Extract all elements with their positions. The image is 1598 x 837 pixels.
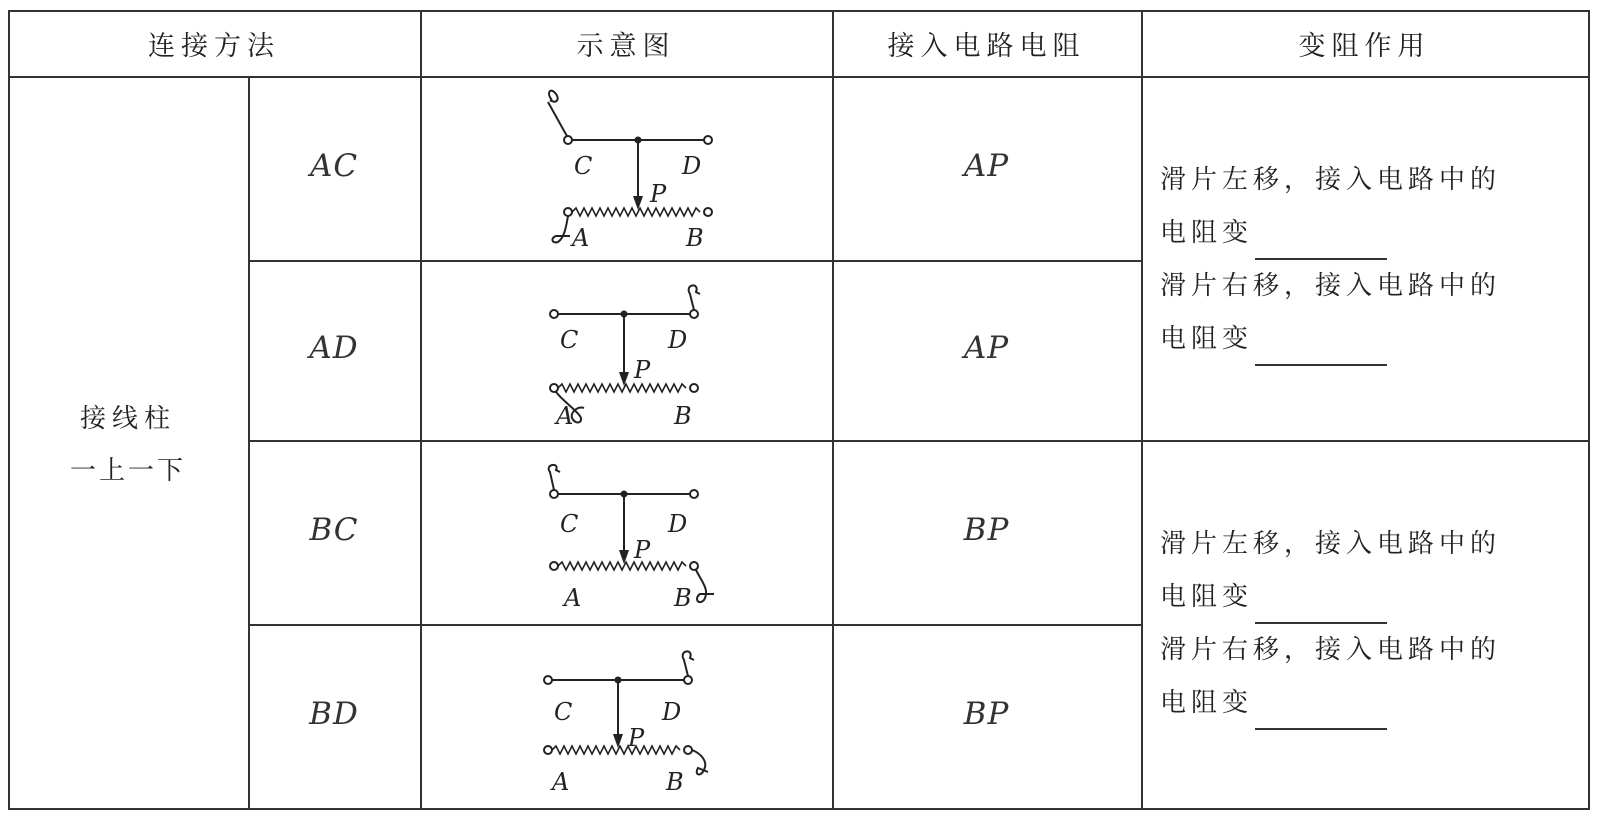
- resistance-bd: BP: [963, 696, 1010, 732]
- col-divider-3: [1141, 10, 1143, 810]
- answer-blank[interactable]: [1255, 228, 1387, 260]
- label-b: B: [686, 224, 704, 252]
- effect-bottom-right-line2: 电阻变: [1160, 688, 1254, 718]
- effect-bottom: [1160, 518, 1501, 730]
- header-diagram: 示意图: [576, 31, 676, 62]
- label-c: C: [574, 152, 593, 180]
- effect-top-left-line1: 滑片左移，接入电路中的: [1160, 165, 1502, 195]
- label-a: A: [552, 768, 570, 796]
- header-method: 连接方法: [148, 31, 280, 62]
- row-divider-3: [248, 624, 1141, 626]
- rheostat-table: [8, 10, 1590, 820]
- resistance-bc: BP: [963, 512, 1010, 548]
- label-c: C: [560, 510, 579, 538]
- resistance-ac: AP: [963, 148, 1010, 184]
- label-c: C: [554, 698, 573, 726]
- label-b: B: [674, 584, 692, 612]
- col-divider-2: [832, 10, 834, 810]
- label-a: A: [572, 224, 590, 252]
- rheostat-diagram-ad: [524, 268, 724, 438]
- effect-bottom-right-line2-wrap: [1160, 677, 1501, 730]
- border-right: [1588, 10, 1590, 810]
- border-top: [8, 10, 1590, 12]
- effect-bottom-left-line2: 电阻变: [1160, 582, 1254, 612]
- effect-bottom-left-line2-wrap: [1160, 571, 1501, 624]
- effect-bottom-left-line1: 滑片左移，接入电路中的: [1160, 529, 1502, 559]
- method-ac: AC: [309, 148, 359, 184]
- effect-top-left-line2-wrap: [1160, 207, 1501, 260]
- label-p: P: [634, 356, 651, 384]
- label-d: D: [662, 698, 682, 726]
- group-label-line1: 接线柱: [79, 404, 176, 434]
- effect-top-right-line1: 滑片右移，接入电路中的: [1160, 271, 1502, 301]
- label-p: P: [634, 536, 651, 564]
- rheostat-diagram-ac: [538, 88, 738, 258]
- col-divider-1: [420, 10, 422, 810]
- answer-blank[interactable]: [1255, 698, 1387, 730]
- header-effect: 变阻作用: [1298, 31, 1431, 62]
- label-c: C: [560, 326, 579, 354]
- label-a: A: [564, 584, 582, 612]
- effect-top: [1160, 154, 1501, 366]
- resistance-ad: AP: [963, 330, 1010, 366]
- header-resistance: 接入电路电阻: [887, 31, 1086, 62]
- method-ad: AD: [309, 330, 359, 366]
- label-p: P: [628, 724, 645, 752]
- effect-top-right-line2: 电阻变: [1160, 324, 1254, 354]
- row-divider-1: [248, 260, 1141, 262]
- header-divider: [8, 76, 1590, 78]
- method-bd: BD: [309, 696, 359, 732]
- effect-bottom-right-line1: 滑片右移，接入电路中的: [1160, 635, 1502, 665]
- label-d: D: [682, 152, 702, 180]
- group-label-line2: 一上一下: [69, 456, 186, 486]
- answer-blank[interactable]: [1255, 592, 1387, 624]
- row-divider-2: [248, 440, 1590, 442]
- rheostat-diagram-bd: [518, 636, 718, 806]
- rheostat-diagram-bc: [524, 450, 724, 620]
- effect-top-left-line2: 电阻变: [1160, 218, 1254, 248]
- label-a: A: [556, 402, 574, 430]
- method-bc: BC: [309, 512, 359, 548]
- border-bottom: [8, 808, 1590, 810]
- label-b: B: [666, 768, 684, 796]
- label-d: D: [668, 326, 688, 354]
- label-p: P: [650, 180, 667, 208]
- label-b: B: [674, 402, 692, 430]
- answer-blank[interactable]: [1255, 334, 1387, 366]
- label-d: D: [668, 510, 688, 538]
- effect-top-right-line2-wrap: [1160, 313, 1501, 366]
